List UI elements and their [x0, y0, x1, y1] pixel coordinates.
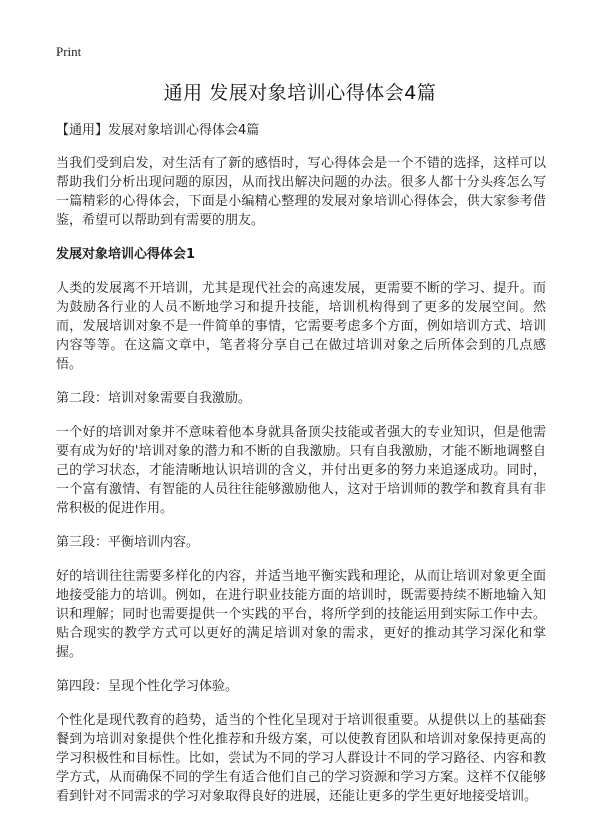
print-label: Print [56, 44, 82, 59]
article-body [56, 121, 546, 821]
stage4-heading: 第四段：呈现个性化学习体验。 [56, 679, 239, 694]
stage3-paragraph: 好的培训往往需要多样化的内容，并适当地平衡实践和理论，从而让培训对象更全面地接受能力的培训。例如，在进行职业技能方面的培训时，既需要持续不断地输入知识和理解；同时也需要提供一个实践的平台，将所学到的技能运用到实际工作中去。贴合现实的教学方式可以更好的满足培训对象的需求，更好的推动其学习深化和掌握。 [56, 569, 546, 660]
stage2-paragraph: 一个好的培训对象并不意味着他本身就具备顶尖技能或者强大的专业知识，但是他需要有成为好的'培训对象的潜力和不断的自我激励。只有自我激励，才能不断地调整自己的学习状态，才能清晰地认识培训的含义，并付出更多的努力来追逐成功。同时，一个富有激情、有智能的人员往往能够激励他人，这对于培训师的教学和教育具有非常积极的促进作用。 [56, 425, 546, 516]
section1-paragraph: 人类的发展离不开培训，尤其是现代社会的高速发展，更需要不断的学习、提升。而为鼓励各行业的人员不断地学习和提升技能，培训机构得到了更多的发展空间。然而，发展培训对象不是一件简单的事情，它需要考虑多个方面，例如培训方式、培训内容等等。在这篇文章中，笔者将分享自己在做过培训对象之后所体会到的几点感悟。 [56, 281, 546, 372]
section1-heading: 发展对象培训心得体会1 [56, 247, 196, 262]
stage2-heading: 第二段：培训对象需要自我激励。 [56, 391, 252, 406]
stage4-paragraph: 个性化是现代教育的趋势，适当的个性化呈现对于培训很重要。从提供以上的基础套餐到为培训对象提供个性化推荐和升级方案，可以使教育团队和培训对象保持更高的学习积极性和目标性。比如，尝试为不同的学习人群设计不同的学习路径、内容和教学方式，从而确保不同的学生有适合他们自己的学习资源和学习方案。这样不仅能够看到针对不同需求的学习对象取得良好的进展，还能让更多的学生更好地接受培训。 [56, 713, 546, 804]
page-title: 通用 发展对象培训心得体会4篇 [163, 82, 437, 104]
intro-paragraph: 当我们受到启发，对生活有了新的感悟时，写心得体会是一个不错的选择，这样可以帮助我们分析出现问题的原因，从而找出解决问题的办法。很多人都十分头疼怎么写一篇精彩的心得体会，下面是小编精心整理的发展对象培训心得体会，供大家参考借鉴，希望可以帮助到有需要的朋友。 [56, 156, 546, 228]
article-subtitle: 【通用】发展对象培训心得体会4篇 [56, 123, 260, 138]
stage3-heading: 第三段：平衡培训内容。 [56, 535, 200, 550]
